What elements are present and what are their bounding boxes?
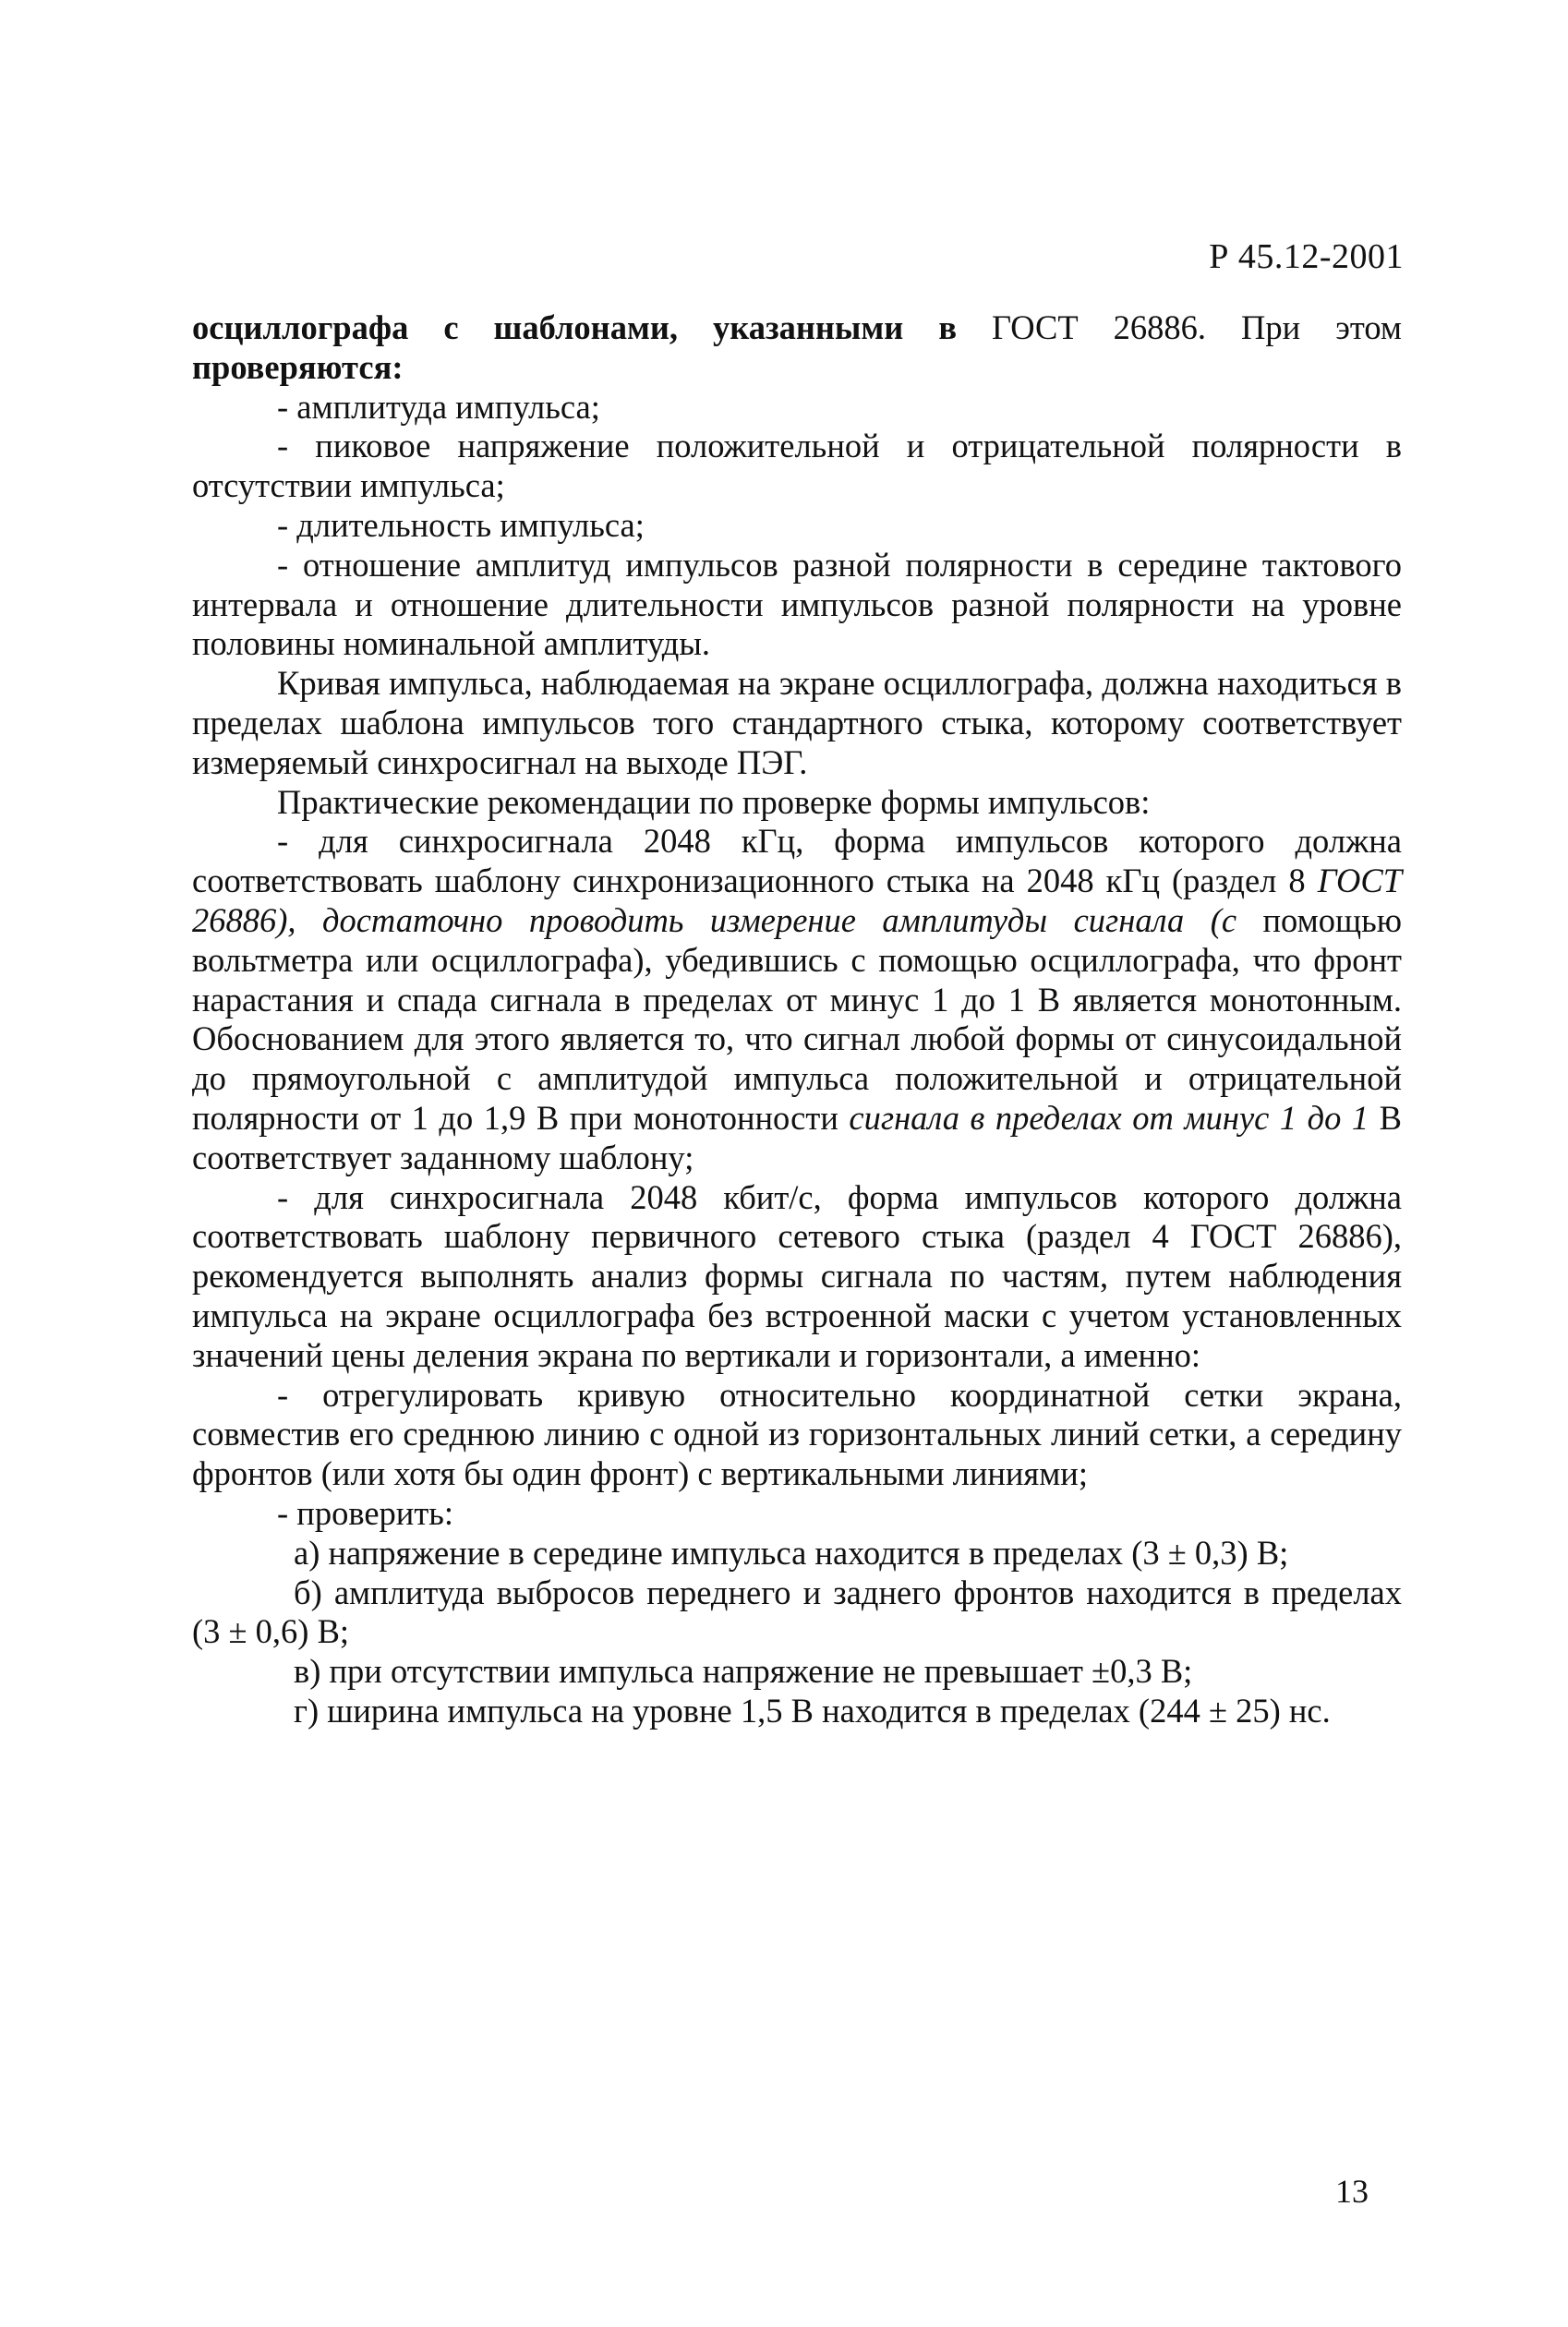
document-code: Р 45.12-2001 <box>1209 237 1404 276</box>
bold-run: проверяются: <box>192 347 404 386</box>
bold-run: осциллографа с шаблонами, указанными в <box>192 308 958 346</box>
paragraph-recommendations-heading: Практические рекомендации по проверке формы импульсов: <box>277 782 1151 821</box>
check-item-c: в) при отсутствии импульса напряжение не превышает ±0,3 В; <box>294 1652 1193 1691</box>
list-item-adjust-curve: - отрегулировать кривую относительно координатной сетки экрана, совместив его среднюю линию с одной из горизонтальных линий сетки, а середину фронтов (или хотя бы один фронт) с вертикальными линиями; <box>192 1375 1402 1493</box>
list-item-amplitude: - амплитуда импульса; <box>277 387 600 426</box>
list-item-2048-khz <box>192 822 1402 1177</box>
italic-run: сигнала в пределах от минус 1 до 1 <box>849 1098 1369 1137</box>
paragraph-pulse-curve: Кривая импульса, наблюдаемая на экране осциллографа, должна находиться в пределах шаблона импульсов того стандартного стыка, которому соответствует измеряемый синхросигнал на выходе ПЭГ. <box>192 664 1402 781</box>
italic-run: ГОСТ 26886), достаточно проводить измерение амплитуды сигнала (с <box>192 862 1402 939</box>
document-body <box>192 308 1402 1731</box>
text-run: ГОСТ 26886. При этом <box>957 308 1402 346</box>
paragraph-intro <box>192 308 1402 388</box>
list-item-duration: - длительность импульса; <box>277 505 645 544</box>
list-item-peak-voltage: - пиковое напряжение положительной и отрицательной полярности в отсутствии импульса; <box>192 427 1402 505</box>
check-item-b: б) амплитуда выбросов переднего и заднего фронтов находится в пределах (3 ± 0,6) В; <box>192 1573 1402 1651</box>
check-item-a: а) напряжение в середине импульса находится в пределах (3 ± 0,3) В; <box>294 1533 1289 1572</box>
text-run: помощью вольтметра или осциллографа), убедившись с помощью осциллографа, что фронт нарастания и спада сигнала в пределах от минус 1 до 1 В является монотонным. Обоснованием для этого является то, что сигнал любой формы от синусоидальной до прямоугольной с амплитудой импульса положительной и отрицательной полярности от 1 до 1,9 В при монотонности <box>192 900 1402 1137</box>
text-run: В соответствует заданному шаблону; <box>192 1098 1402 1176</box>
text-run: - для синхросигнала 2048 кГц, форма импульсов которого должна соответствовать шаблону синхронизационного стыка на 2048 кГц (раздел 8 <box>192 822 1402 900</box>
list-item-2048-kbit: - для синхросигнала 2048 кбит/с, форма импульсов которого должна соответствовать шаблону первичного сетевого стыка (раздел 4 ГОСТ 26886), рекомендуется выполнять анализ формы сигнала по частям, путем наблюдения импульса на экране осциллографа без встроенной маски с учетом установленных значений цены деления экрана по вертикали и горизонтали, а именно: <box>192 1177 1402 1374</box>
list-item-amplitude-ratio: - отношение амплитуд импульсов разной полярности в середине тактового интервала и отношение длительности импульсов разной полярности на уровне половины номинальной амплитуды. <box>192 545 1402 663</box>
check-item-d: г) ширина импульса на уровне 1,5 В находится в пределах (244 ± 25) нс. <box>294 1691 1331 1730</box>
list-item-check: - проверить: <box>277 1493 454 1532</box>
page-number: 13 <box>1335 2173 1369 2210</box>
